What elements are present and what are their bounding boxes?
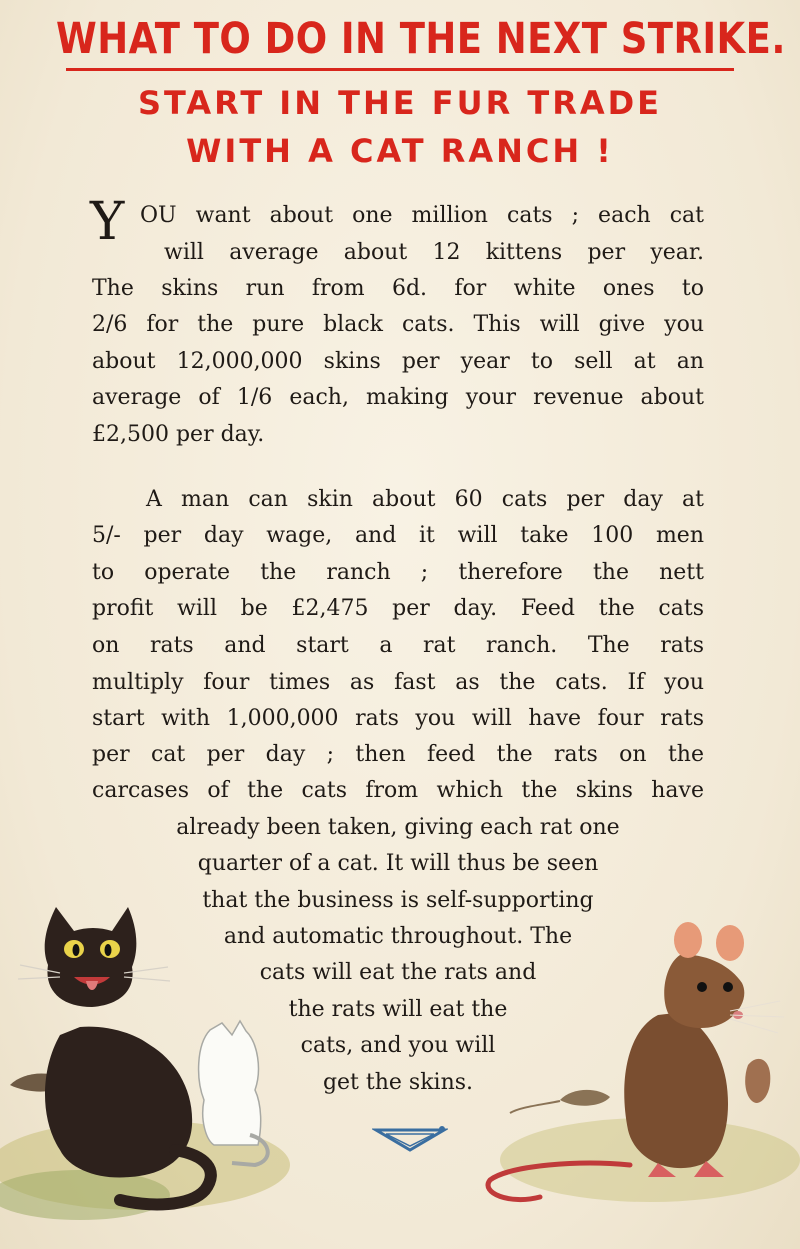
- ornament-icon: [372, 1124, 448, 1154]
- subtitle-line-1: START IN THE FUR TRADE: [137, 84, 663, 122]
- paragraph-1-line: OU want about one million cats ; each cat: [140, 203, 704, 228]
- paragraph-1-line: The skins run from 6d. for white ones to: [92, 276, 704, 301]
- paragraph-2-line: that the business is self-supporting: [202, 888, 594, 913]
- paragraph-2-line: profit will be £2,475 per day. Feed the cats: [92, 596, 704, 621]
- paragraph-2-line: already been taken, giving each rat one: [176, 815, 620, 840]
- paragraph-1-line: 2/6 for the pure black cats. This will give you: [92, 312, 704, 337]
- page-title: WHAT TO DO IN THE NEXT STRIKE.: [56, 14, 786, 64]
- black-cat-illustration-icon: [0, 895, 290, 1225]
- paragraph-2-line: 5/- per day wage, and it will take 100 men: [92, 523, 704, 548]
- paragraph-1-line: about 12,000,000 skins per year to sell at an: [92, 349, 704, 374]
- rat-illustration-icon: [480, 915, 800, 1225]
- paragraph-2-line: carcases of the cats from which the skins have: [92, 778, 704, 803]
- subtitle-line-2: WITH A CAT RANCH !: [186, 132, 614, 170]
- paragraph-1-line: £2,500 per day.: [92, 422, 265, 447]
- paragraph-1-line: average of 1/6 each, making your revenue about: [92, 385, 704, 410]
- paragraph-2-line: cats will eat the rats and: [259, 960, 537, 985]
- title-underline: [66, 68, 734, 71]
- paragraph-2-line: get the skins.: [322, 1070, 474, 1095]
- paragraph-2-line: and automatic throughout. The: [223, 924, 573, 949]
- paragraph-2-line: multiply four times as fast as the cats. If you: [92, 670, 704, 695]
- paragraph-2-line: cats, and you will: [300, 1033, 496, 1058]
- paragraph-2-line: the rats will eat the: [288, 997, 508, 1022]
- paragraph-1-line: will average about 12 kittens per year.: [164, 240, 704, 265]
- paragraph-2-line: to operate the ranch ; therefore the nett: [92, 560, 704, 585]
- paragraph-2-line: A man can skin about 60 cats per day at: [146, 487, 704, 512]
- paragraph-2-line: on rats and start a rat ranch. The rats: [92, 633, 704, 658]
- paragraph-2-line: start with 1,000,000 rats you will have four rats: [92, 706, 704, 731]
- drop-cap: Y: [90, 192, 125, 252]
- paragraph-2-line: per cat per day ; then feed the rats on the: [92, 742, 704, 767]
- paragraph-2-line: quarter of a cat. It will thus be seen: [197, 851, 599, 876]
